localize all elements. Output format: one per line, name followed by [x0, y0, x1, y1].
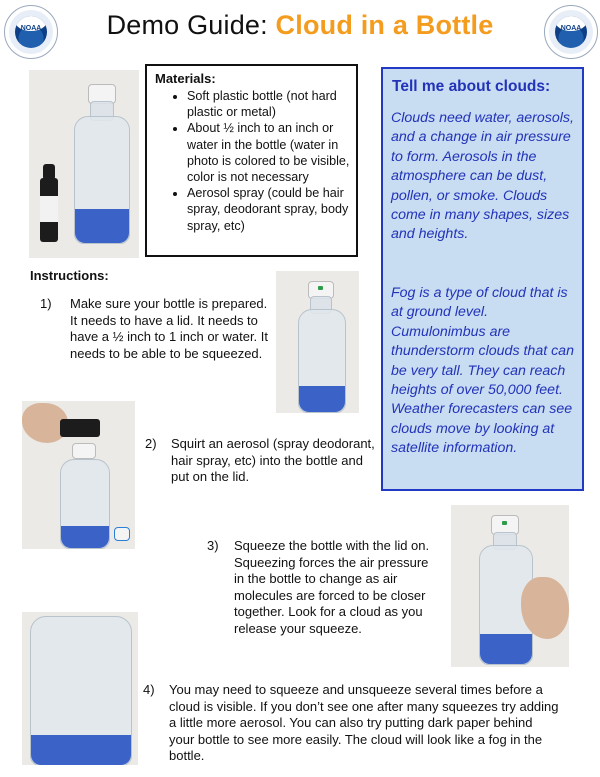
step-3-text: Squeeze the bottle with the lid on. Squeezing forces the air pressure in the bottle to change as air molecules are forced to be closer together. Look for a cloud as you release your squeeze. [234, 538, 430, 636]
materials-title: Materials: [155, 71, 216, 86]
page-title [0, 10, 600, 41]
photo-spraying-aerosol [22, 401, 135, 549]
materials-box [145, 64, 358, 257]
step-number: 4) [143, 682, 155, 697]
materials-list [147, 88, 356, 234]
photo-squeezing-bottle [451, 505, 569, 667]
step-4-text: You may need to squeeze and unsqueeze several times before a cloud is visible. If you don’t see one after many squeezes try adding a little more aerosol. You can also try putting dark paper behind your bottle to see more easily. The cloud will look like a fog in the bottle. [169, 682, 559, 763]
clouds-info-box [381, 67, 584, 491]
noaa-logo-text: NOAA [20, 25, 42, 32]
step-number: 1) [40, 296, 52, 311]
noaa-logo-text: NOAA [560, 25, 582, 32]
clouds-paragraph-1: Clouds need water, aerosols, and a change in air pressure to form. Aerosols in the atmosphere can be dust, pollen, or smoke. Clouds come in many shapes, sizes and heights. [391, 110, 574, 243]
step-1-text: Make sure your bottle is prepared. It needs to have a lid. It needs to have a ½ inch to 1 inch or water. It needs to be able to be squeezed. [70, 296, 269, 361]
list-item: • Soft plastic bottle (not hard plastic or metal) [187, 88, 350, 120]
title-accent: Cloud in a Bottle [275, 10, 494, 40]
title-prefix: Demo Guide: [106, 10, 276, 40]
list-item: • Aerosol spray (could be hair spray, deodorant spray, body spray, etc) [187, 185, 350, 234]
photo-bottle-and-spray [29, 70, 139, 258]
clouds-paragraph-2: Fog is a type of cloud that is at ground level. Cumulonimbus are thunderstorm clouds that can be very tall. They can reach heights of over 50,000 feet. Weather forecasters can see clouds move by looking at satellite information. [391, 285, 574, 457]
clouds-title: Tell me about clouds: [392, 78, 551, 95]
step-number: 2) [145, 436, 157, 451]
step-number: 3) [207, 538, 219, 553]
step-2-text: Squirt an aerosol (spray deodorant, hair spray, etc) into the bottle and put on the lid. [171, 436, 375, 484]
photo-bottle-with-lid [276, 271, 359, 413]
photo-bottle-cloud [22, 612, 138, 765]
instructions-title: Instructions: [30, 268, 109, 283]
list-item: • About ½ inch to an inch or water in the bottle (water in photo is colored to be visible, color is not necessary [187, 120, 350, 185]
